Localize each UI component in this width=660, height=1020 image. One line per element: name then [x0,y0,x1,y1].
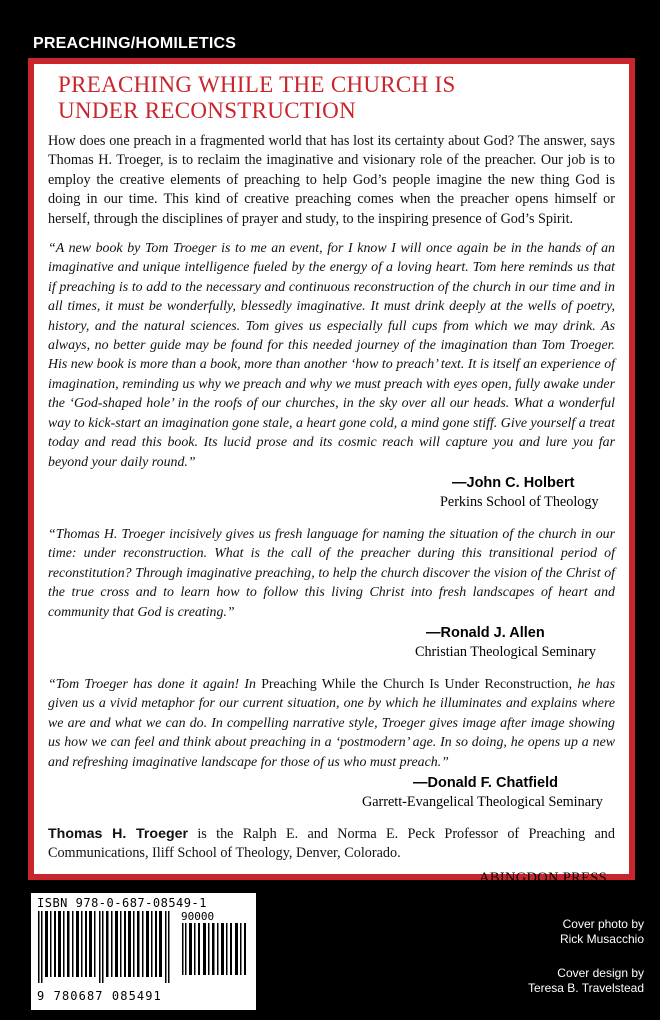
endorser-name-3: —Donald F. Chatfield [413,774,558,791]
endorser-name-2: —Ronald J. Allen [426,624,545,641]
barcode-digits: 9 780687 085491 [37,989,162,1003]
endorser-institution-3: Garrett-Evangelical Theological Seminary [362,793,603,810]
endorser-institution-2: Christian Theological Seminary [415,643,596,660]
endorser-institution-1: Perkins School of Theology [440,493,599,510]
endorsement-quote-2: “Thomas H. Troeger incisively gives us fresh language for naming the situation of the church in our time: under reconstruction. What is the call of the preacher during this transitional period of reconstitution? Through imaginative preaching, to help the church discover the vision of the Christ of the true cross and to learn how to follow this living Christ into fresh landscapes of heart and community that God is creating.” [48,526,615,620]
title-line-1: PREACHING WHILE THE CHURCH IS [58,72,456,97]
photo-credit-label: Cover photo by [562,917,644,931]
isbn-barcode [31,893,256,1010]
price-barcode-icon [181,923,249,975]
author-bio [48,825,615,864]
quote-3-part-a: “Tom Troeger has done it again! In [48,676,262,692]
author-name: Thomas H. Troeger [48,825,189,842]
title-line-2: UNDER RECONSTRUCTION [58,98,356,123]
quote-3-part-b: , he has given us a vivid metaphor for our current situation, one by which he illuminates and explains where we are and what we can do. In compelling narrative style, Troeger gives image after image showing us how we can feel and think about preaching in a ‘postmodern’ age. In so doing, he opens up a new and refreshing imaginative landscape for those of us who must preach.” [48,676,615,770]
book-title [58,72,615,124]
back-cover-panel [28,58,635,886]
barcode-bars-icon [37,911,172,983]
price-code: 90000 [181,910,215,923]
cover-design-credit [528,966,644,996]
quote-3-book-title: Preaching While the Church Is Under Reconstruction [261,676,569,692]
back-cover-content [34,64,629,886]
photo-credit-name: Rick Musacchio [559,932,644,946]
cover-photo-credit [560,917,644,947]
design-credit-label: Cover design by [557,966,644,980]
endorsement-attribution-2 [48,624,615,661]
book-description: How does one preach in a fragmented world that has lost its certainty about God? The answer, says Thomas H. Troeger, is to reclaim the imaginative and visionary role of the preacher. Our job is to employ the creative elements of preaching to help God’s people imagine the new thing God is doing in our time. This kind of creative preaching comes when the preacher opens himself or herself, through the disciplines of prayer and study, to the inspiring presence of God’s Spirit. [48,133,615,227]
endorsement-attribution-1 [48,474,615,511]
design-credit-name: Teresa B. Travelstead [527,981,644,995]
endorser-name-1: —John C. Holbert [452,474,575,491]
publisher-name: ABINGDON PRESS [479,869,607,886]
category-label: PREACHING/HOMILETICS [33,35,237,52]
author-bio-text: is the Ralph E. and Norma E. Peck Professor of Preaching and Communications, Iliff School of Theology, Denver, Colorado. [48,825,615,862]
isbn-number: ISBN 978-0-687-08549-1 [37,896,207,910]
endorsement-attribution-3 [48,774,615,811]
endorsement-quote-1: “A new book by Tom Troeger is to me an event, for I know I will once again be in the hands of an imaginative and unique intelligence fueled by the energy of a loving heart. Tom here reminds us that if preaching is to add to the necessary and continuous reconstruction of the church in our time and in all times, it must be wonderfully, blessedly imaginative. It must drink deeply at the wells of poetry, history, and the natural sciences. Tom gives us especially full cups from which we may drink. As always, no better guide may be found for this needed journey of the imagination than Tom Troeger. His new book is more than a book, more than another ‘how to preach’ text. It is itself an experience of imagination, reminding us why we preach and why we must preach with eyes open, fully awake under the ‘God-shaped hole’ in the roofs of our churches, in the sky over all our heads. What a wonderful way to kick-start an imagination gone stale, a heart gone cold, a mind gone stiff. Give yourself a treat today and read this book. Its lucid prose and its cosmic reach will capture you and lure you far beyond your daily round.” [48,241,615,470]
endorsement-quote-3 [48,675,615,772]
